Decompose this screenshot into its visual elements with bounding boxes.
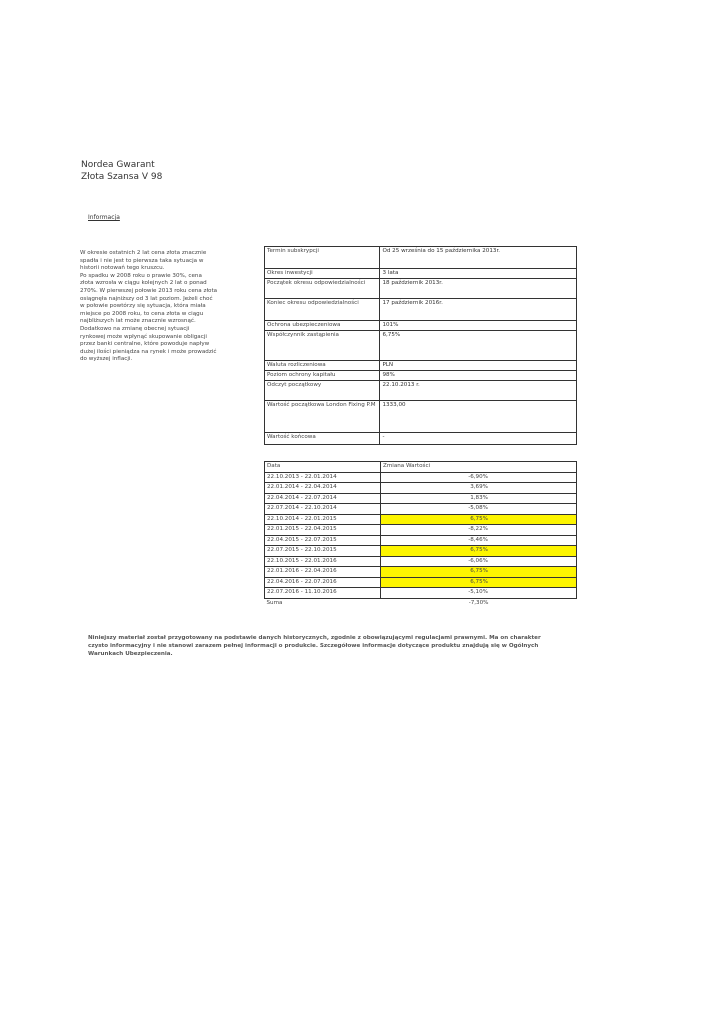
period-cell: 22.01.2015 - 22.04.2015 <box>265 525 381 536</box>
intro-line: złota wzrosła w ciągu kolejnych 2 lat o ponad <box>80 280 207 287</box>
period-cell: 22.04.2016 - 22.07.2016 <box>265 577 381 588</box>
product-title-line-2: Złota Szansa V 98 <box>81 171 163 182</box>
table-row <box>265 433 577 445</box>
period-cell: 22.10.2014 - 22.01.2015 <box>265 514 381 525</box>
column-header-change: Zmiana Wartości <box>381 462 577 473</box>
period-cell: 22.07.2016 - 11.10.2016 <box>265 588 381 599</box>
info-key: Termin subskrypcji <box>265 247 380 269</box>
period-cell: 22.10.2015 - 22.01.2016 <box>265 556 381 567</box>
info-key: Koniec okresu odpowiedzialności <box>265 299 380 321</box>
table-row <box>265 567 577 578</box>
intro-line: w połowie powtórzy się sytuacja, która miała <box>80 303 206 310</box>
intro-line: W okresie ostatnich 2 lat cena złota znacznie <box>80 250 207 256</box>
disclaimer-text: Niniejszy materiał został przygotowany na podstawie danych historycznych, zgodnie z obowiązującymi regulacjami prawnymi. Ma on charakter czysto informacyjny i nie stanowi zarazem pełnej informacji o produkcie. Szczegółowe informacje dotyczące produktu znajdują się w Ogólnych Warunkach Ubezpieczenia. <box>88 635 541 657</box>
info-value: 6,75% <box>380 331 577 361</box>
info-value: 18 październik 2013r. <box>380 279 577 299</box>
info-value: 22.10.2013 r. <box>380 381 577 401</box>
info-value: PLN <box>380 361 577 371</box>
intro-line: historii notowań tego kruszcu. <box>80 265 165 272</box>
info-value: 98% <box>380 371 577 381</box>
info-key: Okres inwestycji <box>265 269 380 279</box>
table-row <box>265 247 577 269</box>
change-cell: 6,75% <box>381 577 577 588</box>
period-cell: 22.01.2014 - 22.04.2014 <box>265 483 381 494</box>
info-value: - <box>380 433 577 445</box>
table-row <box>265 331 577 361</box>
period-cell: 22.10.2013 - 22.01.2014 <box>265 472 381 483</box>
info-key: Wartość początkowa London Fixing P.M <box>265 401 380 433</box>
intro-text <box>80 250 240 364</box>
table-row <box>265 588 577 599</box>
table-row <box>265 514 577 525</box>
intro-line: osiągnęła najniższy od 3 lat poziom. Jeżeli choć <box>80 295 213 302</box>
period-cell: 22.01.2016 - 22.04.2016 <box>265 567 381 578</box>
table-row <box>265 361 577 371</box>
change-cell: 6,75% <box>381 514 577 525</box>
info-key: Ochrona ubezpieczeniowa <box>265 321 380 331</box>
table-row <box>265 525 577 536</box>
info-value: Od 25 września do 15 października 2013r. <box>380 247 577 269</box>
change-cell: 3,69% <box>381 483 577 494</box>
intro-line: Po spadku w 2008 roku o prawie 30%, cena <box>80 272 202 279</box>
table-row <box>265 546 577 557</box>
intro-line: najbliższych lat może znacznie wzrosnąć. <box>80 318 196 325</box>
change-cell: -6,06% <box>381 556 577 567</box>
intro-line: rynkowej może wpłynąć skupowanie obligacji <box>80 333 207 340</box>
table-header-row <box>265 462 577 473</box>
info-value: 1333,00 <box>380 401 577 433</box>
table-row <box>265 279 577 299</box>
intro-line: Dodatkowo na zmianę obecnej sytuacji <box>80 325 190 332</box>
info-key: Poziom ochrony kapitału <box>265 371 380 381</box>
table-row <box>265 493 577 504</box>
table-row <box>265 556 577 567</box>
period-cell: 22.07.2015 - 22.10.2015 <box>265 546 381 557</box>
info-value: 3 lata <box>380 269 577 279</box>
intro-line: dużej ilości pieniądza na rynek i może prowadzić <box>80 348 217 355</box>
column-header-date: Data <box>265 462 381 473</box>
intro-line: do wyższej inflacji. <box>80 356 133 363</box>
change-cell: 6,75% <box>381 567 577 578</box>
table-row <box>265 299 577 321</box>
info-key: Początek okresu odpowiedzialności <box>265 279 380 299</box>
intro-line: miejsce po 2008 roku, to cena złota w ciągu <box>80 310 204 317</box>
table-row <box>265 504 577 515</box>
table-row <box>265 269 577 279</box>
change-cell: -5,10% <box>381 588 577 599</box>
intro-line: spadła i nie jest to pierwsza taka sytuacja w <box>80 257 204 264</box>
sum-label: Suma <box>266 599 283 606</box>
table-row <box>265 483 577 494</box>
change-cell: -6,90% <box>381 472 577 483</box>
sum-row <box>265 598 577 608</box>
info-key: Odczyt początkowy <box>265 381 380 401</box>
sum-value: -7,30% <box>468 599 489 606</box>
info-value: 17 październik 2016r. <box>380 299 577 321</box>
change-cell: -8,46% <box>381 535 577 546</box>
period-cell: 22.04.2015 - 22.07.2015 <box>265 535 381 546</box>
product-title-line-1: Nordea Gwarant <box>81 160 155 170</box>
product-info-table <box>264 246 577 445</box>
intro-line: przez banki centralne, które powoduje napływ <box>80 341 210 348</box>
info-key: Wartość końcowa <box>265 433 380 445</box>
change-cell: -5,08% <box>381 504 577 515</box>
intro-line: 270%. W pierwszej połowie 2013 roku cena złota <box>80 287 218 294</box>
performance-table <box>264 461 577 608</box>
change-cell: 6,75% <box>381 546 577 557</box>
table-row <box>265 321 577 331</box>
info-key: Współczynnik zastąpienia <box>265 331 380 361</box>
period-cell: 22.07.2014 - 22.10.2014 <box>265 504 381 515</box>
table-row <box>265 371 577 381</box>
table-row <box>265 577 577 588</box>
product-title <box>81 160 162 183</box>
table-row <box>265 472 577 483</box>
change-cell: -8,22% <box>381 525 577 536</box>
change-cell: 1,83% <box>381 493 577 504</box>
table-row <box>265 535 577 546</box>
table-row <box>265 381 577 401</box>
period-cell: 22.04.2014 - 22.07.2014 <box>265 493 381 504</box>
table-row <box>265 401 577 433</box>
section-label: Informacja <box>88 214 120 221</box>
info-value: 101% <box>380 321 577 331</box>
info-key: Waluta rozliczeniowa <box>265 361 380 371</box>
